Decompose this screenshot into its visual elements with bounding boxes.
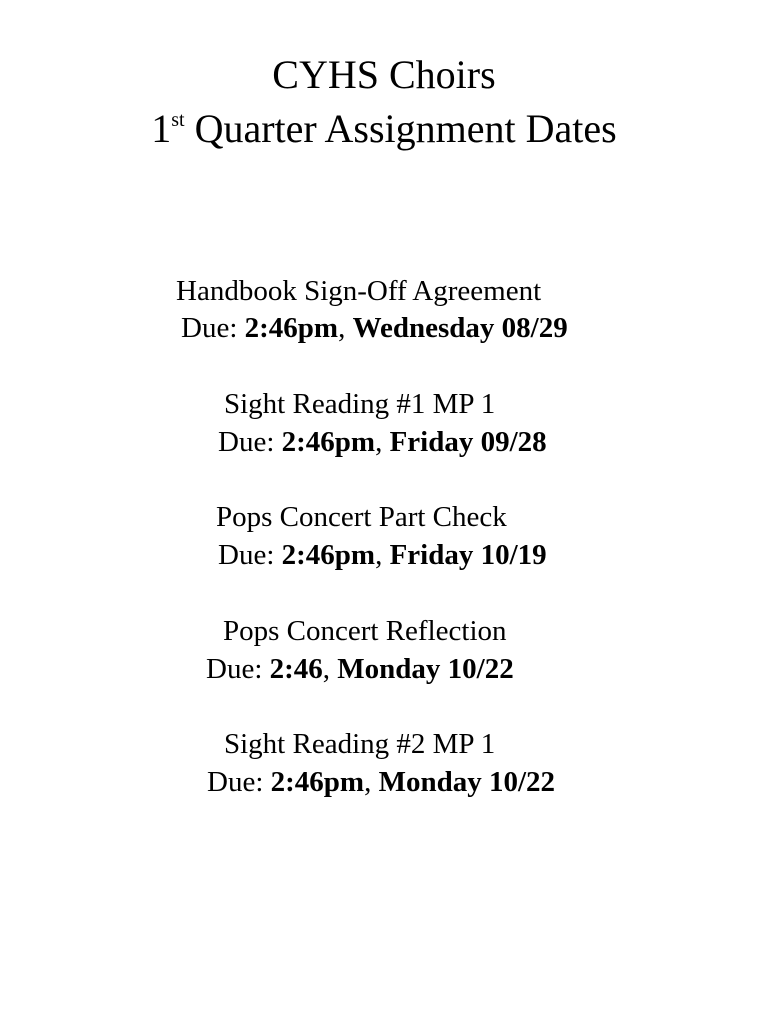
due-label: Due: [206,653,270,685]
due-time: 2:46pm [270,766,365,798]
due-label: Due: [207,766,271,798]
due-label: Due: [218,426,282,458]
assignment-name: Pops Concert Reflection [223,615,507,647]
due-day: Wednesday 08/29 [352,312,568,344]
due-separator: , [338,312,353,344]
due-label: Due: [181,312,245,344]
assignment-name: Sight Reading #2 MP 1 [224,728,496,760]
due-label: Due: [218,539,282,571]
ordinal-number: 1 [151,106,172,151]
assignment-due [181,312,568,345]
due-time: 2:46pm [281,426,376,458]
title-line-1: CYHS Choirs [272,52,496,97]
due-separator: , [364,766,379,798]
due-day: Friday 09/28 [389,426,547,458]
due-separator: , [322,653,338,685]
due-day: Monday 10/22 [337,653,514,685]
page-title [0,48,768,156]
title-line-2-text: Quarter Assignment Dates [184,106,617,151]
assignment-due [206,653,514,686]
assignment-name: Handbook Sign-Off Agreement [176,275,542,307]
due-time: 2:46pm [281,539,376,571]
assignment-name: Pops Concert Part Check [216,501,507,533]
due-time: 2:46 [269,653,323,685]
assignment-name: Sight Reading #1 MP 1 [224,388,496,420]
title-line-2 [0,102,768,156]
assignment-due [218,539,547,572]
ordinal-suffix: st [171,109,185,131]
assignment-due [218,426,547,459]
due-day: Monday 10/22 [378,766,556,798]
assignment-due [207,766,555,799]
due-time: 2:46pm [244,312,339,344]
due-day: Friday 10/19 [389,539,547,571]
due-separator: , [375,426,390,458]
due-separator: , [375,539,390,571]
